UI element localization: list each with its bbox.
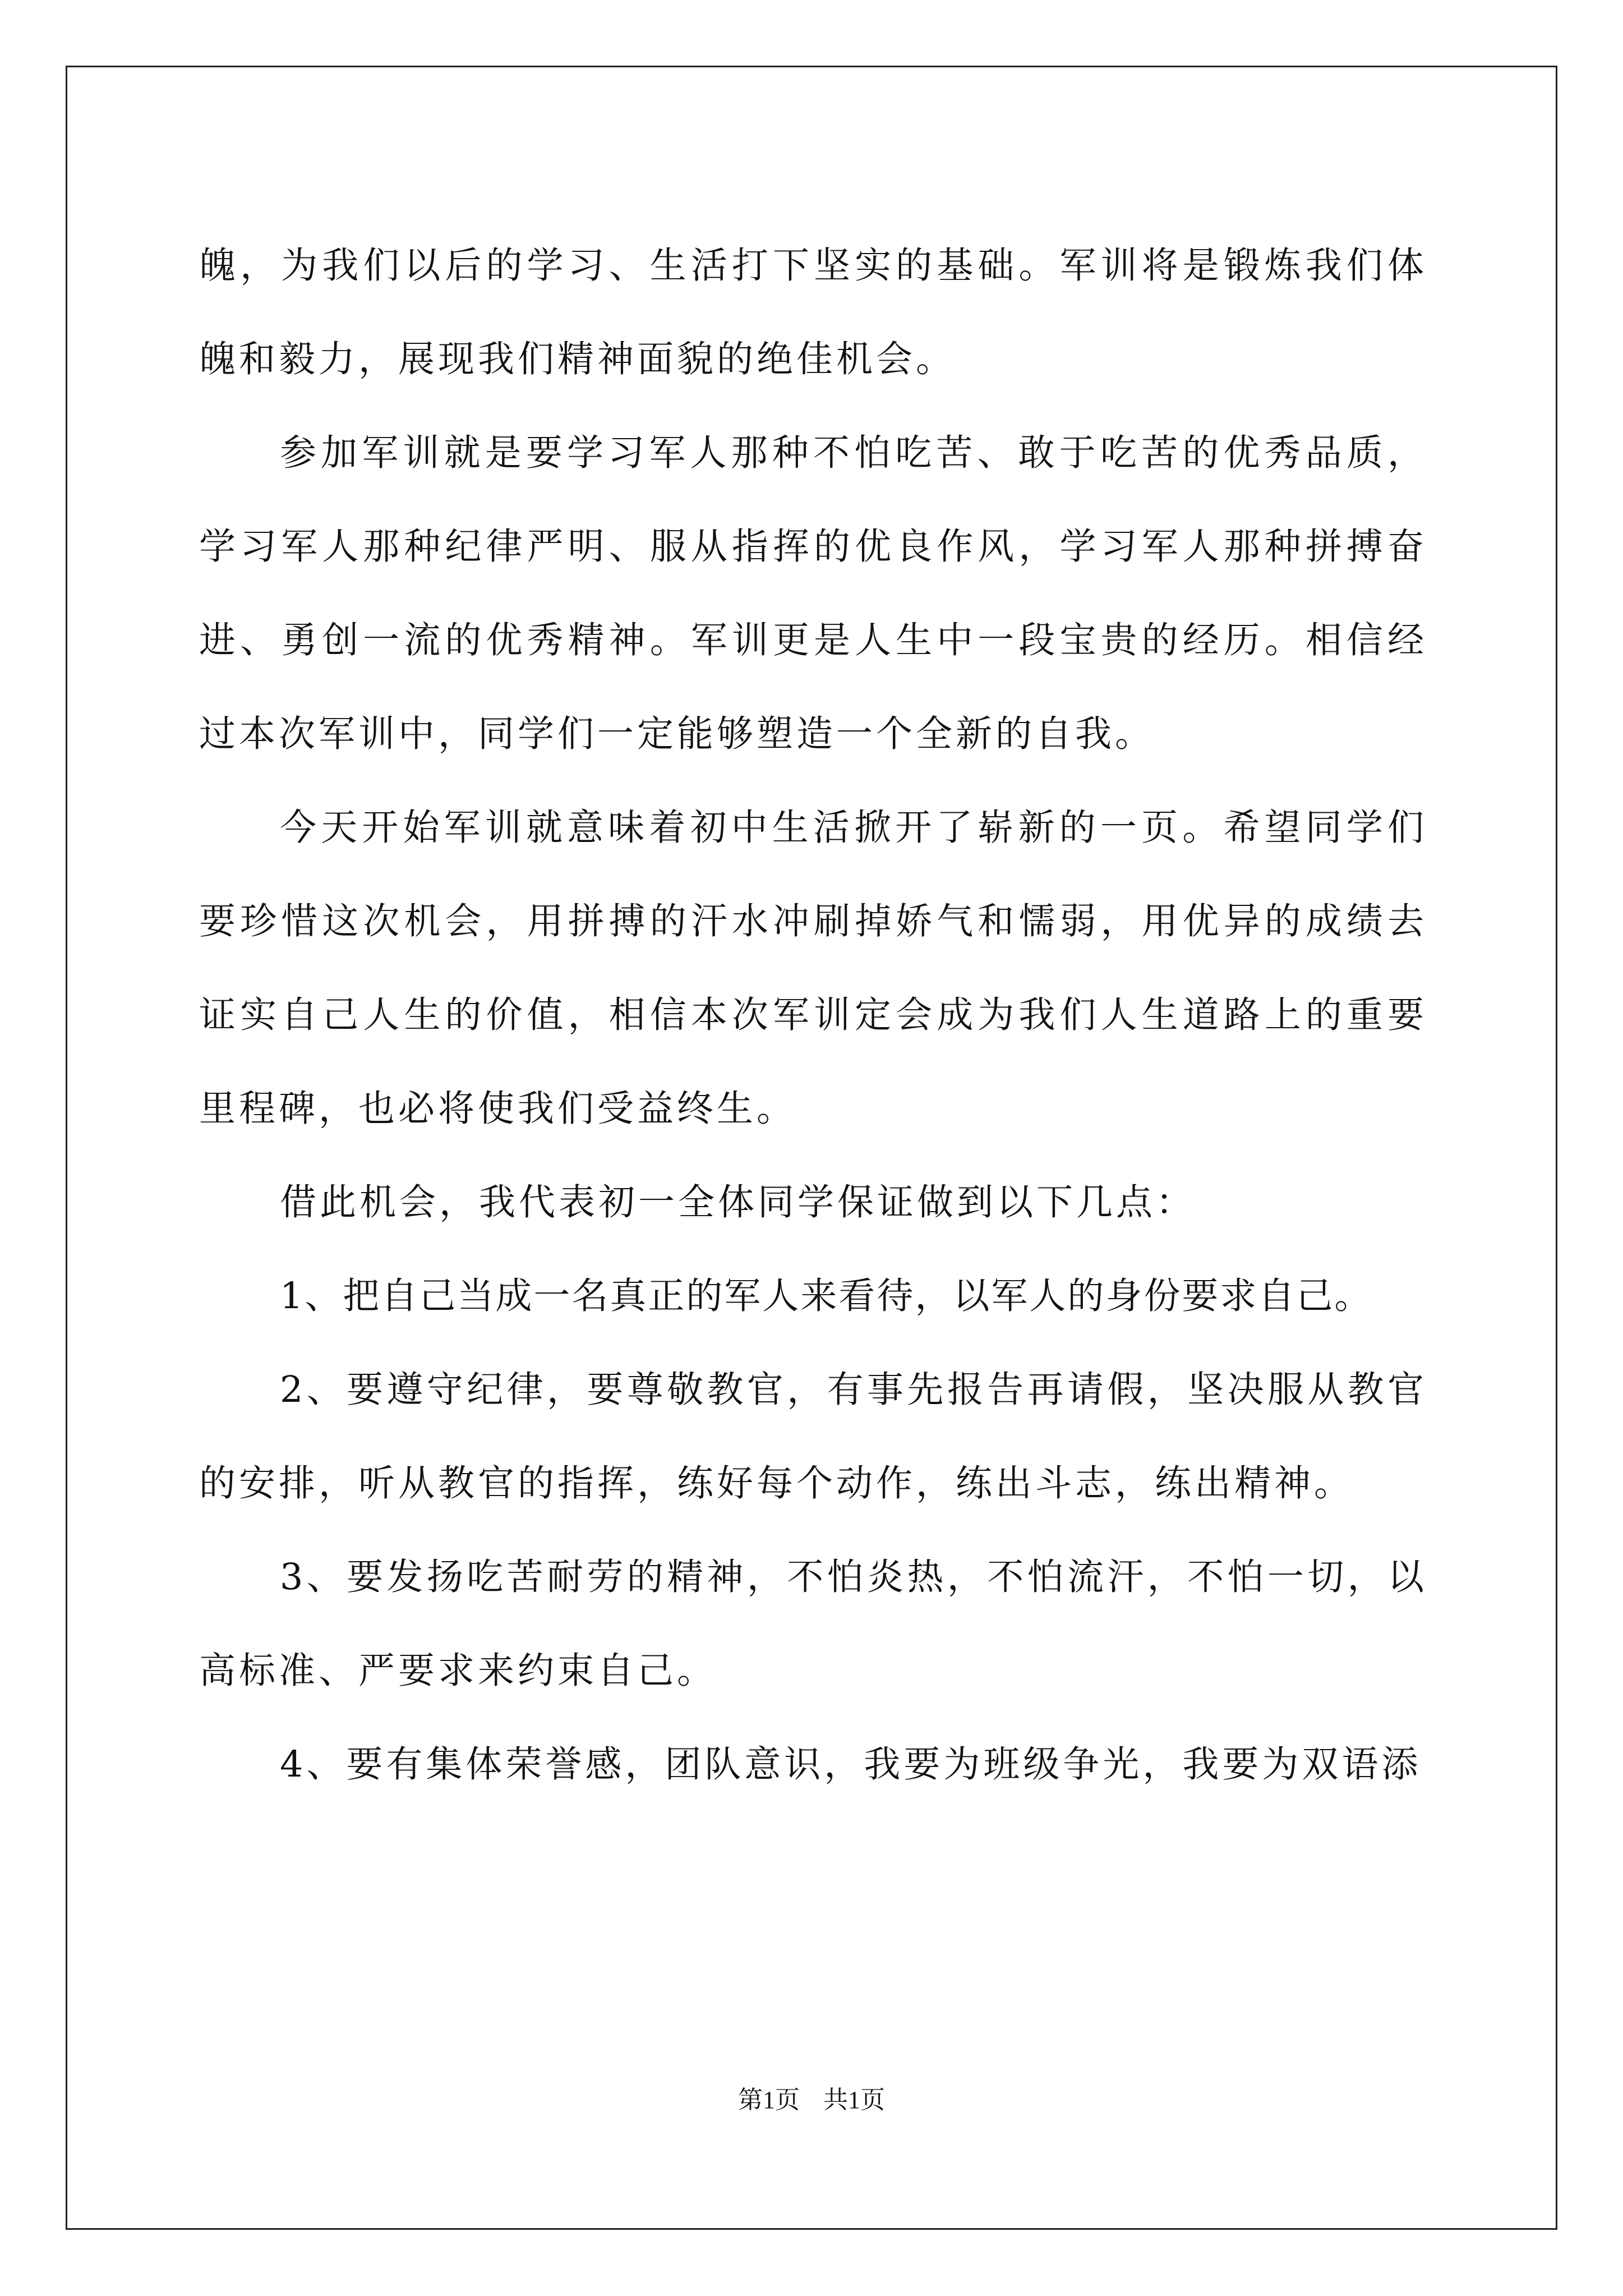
- paragraph-3: 今天开始军训就意味着初中生活掀开了崭新的一页。希望同学们要珍惜这次机会，用拼搏的汗水冲刷掉娇气和懦弱，用优异的成绩去证实自己人生的价值，相信本次军训定会成为我们人生道路上的重要里程碑，也必将使我们受益终生。: [199, 807, 1427, 1130]
- paragraph-6: 2、要遵守纪律，要尊敬教官，有事先报告再请假，坚决服从教官的安排，听从教官的指挥，练好每个动作，练出斗志，练出精神。: [199, 1369, 1427, 1504]
- page-footer: [0, 2085, 1623, 2116]
- page-number: 第1页: [738, 2086, 800, 2114]
- paragraph-1: 魄，为我们以后的学习、生活打下坚实的基础。军训将是锻炼我们体魄和毅力，展现我们精神面貌的绝佳机会。: [199, 245, 1427, 380]
- paragraph-7: 3、要发扬吃苦耐劳的精神，不怕炎热，不怕流汗，不怕一切，以高标准、严要求来约束自己。: [199, 1556, 1427, 1692]
- paragraph-4: 借此机会，我代表初一全体同学保证做到以下几点：: [280, 1181, 1196, 1223]
- paragraph-2: 参加军训就是要学习军人那种不怕吃苦、敢于吃苦的优秀品质，学习军人那种纪律严明、服从指挥的优良作风，学习军人那种拼搏奋进、勇创一流的优秀精神。军训更是人生中一段宝贵的经历。相信经过本次军训中，同学们一定能够塑造一个全新的自我。: [199, 432, 1427, 755]
- document-body: [199, 219, 1427, 1811]
- paragraph-5: 1、把自己当成一名真正的军人来看待，以军人的身份要求自己。: [280, 1275, 1373, 1317]
- page-total: 共1页: [823, 2086, 885, 2114]
- paragraph-8: 4、要有集体荣誉感，团队意识，我要为班级争光，我要为双语添: [280, 1743, 1422, 1786]
